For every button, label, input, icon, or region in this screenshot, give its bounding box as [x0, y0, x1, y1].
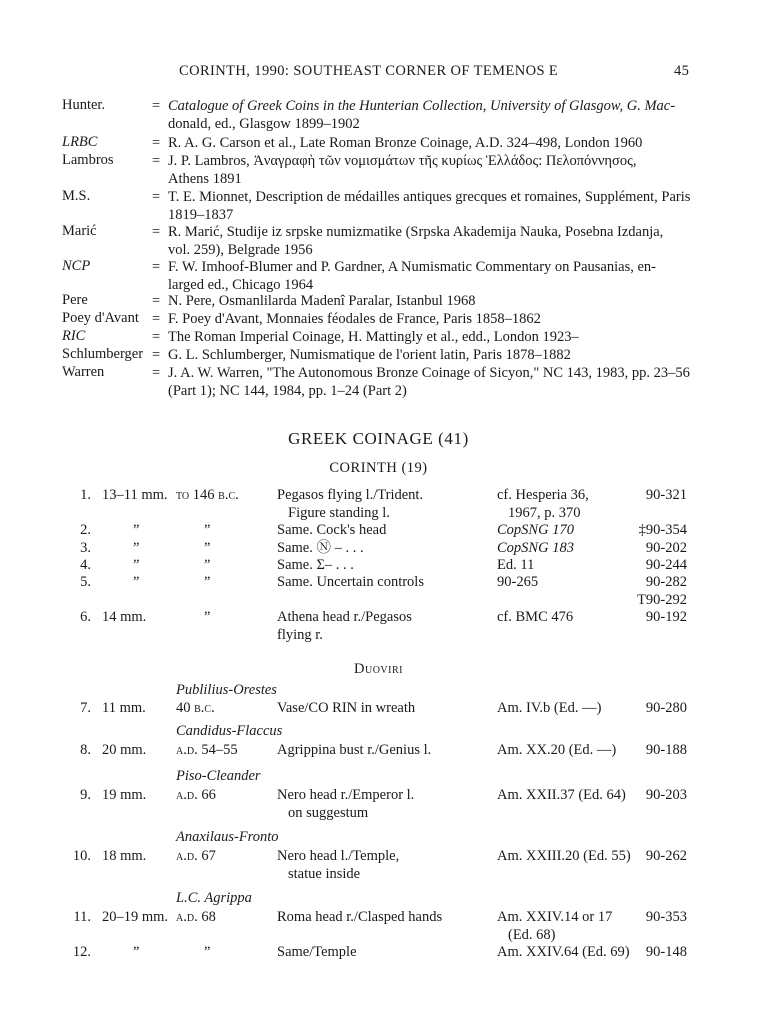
entry-reference: (Ed. 68) — [508, 927, 556, 943]
abbr-definition: = R. Marić, Studije iz srpske numizmatike (Srpska Akademija Nauka, Posebna Izdanja, vol. 259), Belgrade 1956 — [152, 224, 664, 259]
entry-inventory: 90-353 — [645, 909, 687, 925]
magistrate-names: Candidus-Flaccus — [176, 723, 283, 739]
entry-description: Agrippina bust r./Genius l. — [277, 742, 432, 758]
section-subtitle: CORINTH (19) — [329, 460, 428, 476]
entry-reference: 90-265 — [497, 574, 539, 590]
entry-number: 6. — [80, 609, 91, 625]
abbr-definition: = N. Pere, Osmanlilarda Madenî Paralar, Istanbul 1968 — [152, 293, 476, 309]
abbr-term: Schlumberger — [62, 346, 144, 362]
entry-description: Same. Uncertain controls — [277, 574, 424, 590]
abbr-term: Warren — [62, 364, 105, 380]
entry-size: ” — [133, 574, 140, 590]
entry-inventory: 90-202 — [645, 540, 687, 556]
entry-number: 2. — [80, 522, 91, 538]
entry-date: a.d. 66 — [176, 787, 216, 803]
entry-description: Nero head l./Temple, — [277, 848, 400, 864]
entry-reference: Am. XXIII.20 (Ed. 55) — [497, 848, 631, 864]
entry-reference: Am. XXIV.64 (Ed. 69) — [497, 944, 630, 960]
entry-number: 11. — [73, 909, 91, 925]
entry-number: 12. — [72, 944, 91, 960]
entry-reference: CopSNG 170 — [497, 522, 574, 538]
abbr-definition: = G. L. Schlumberger, Numismatique de l'orient latin, Paris 1878–1882 — [152, 347, 571, 363]
entry-size: ” — [133, 557, 140, 573]
entry-description: Nero head r./Emperor l. — [277, 787, 415, 803]
magistrate-names: Anaxilaus-Fronto — [176, 829, 279, 845]
entry-size: 20–19 mm. — [102, 909, 169, 925]
entry-date: ” — [204, 944, 211, 960]
entry-inventory: 90-203 — [645, 787, 687, 803]
entry-inventory: 90-262 — [645, 848, 687, 864]
entry-size: 19 mm. — [102, 787, 147, 803]
entry-size: 11 mm. — [102, 700, 146, 716]
entry-reference: cf. Hesperia 36, — [497, 487, 589, 503]
entry-description: flying r. — [277, 627, 323, 643]
entry-date: ” — [204, 557, 211, 573]
running-title: CORINTH, 1990: SOUTHEAST CORNER OF TEMENOS E — [179, 63, 559, 79]
entry-date: ” — [204, 522, 211, 538]
entry-date: a.d. 67 — [176, 848, 216, 864]
magistrate-names: L.C. Agrippa — [176, 890, 252, 906]
abbr-term: Lambros — [62, 152, 114, 168]
entry-date: ” — [204, 540, 211, 556]
entry-inventory: 90-321 — [645, 487, 687, 503]
entry-reference: CopSNG 183 — [497, 540, 574, 556]
entry-inventory: 90-282 — [645, 574, 687, 590]
entry-description: Pegasos flying l./Trident. — [277, 487, 424, 503]
abbr-definition: = The Roman Imperial Coinage, H. Mattingly et al., edd., London 1923– — [152, 329, 579, 345]
entry-reference: cf. BMC 476 — [497, 609, 574, 625]
entry-size: ” — [133, 522, 140, 538]
entry-date: a.d. 68 — [176, 909, 216, 925]
entry-reference: Am. XX.20 (Ed. —) — [497, 742, 617, 758]
entry-description: Same. Cock's head — [277, 522, 387, 538]
duoviri-heading: Duoviri — [354, 661, 403, 677]
entry-description: Same. Σ– . . . — [277, 557, 354, 573]
abbr-term: M.S. — [62, 188, 91, 204]
page-number: 45 — [674, 63, 690, 79]
entry-date: to 146 b.c. — [176, 487, 239, 503]
magistrate-names: Publilius-Orestes — [176, 682, 277, 698]
entry-description: Same/Temple — [277, 944, 357, 960]
entry-size: 18 mm. — [102, 848, 147, 864]
entry-number: 8. — [80, 742, 91, 758]
entry-number: 1. — [80, 487, 91, 503]
entry-size: 14 mm. — [102, 609, 147, 625]
entry-inventory: 90-148 — [645, 944, 687, 960]
entry-description: Vase/CO RIN in wreath — [277, 700, 416, 716]
catalogue-entry — [0, 943, 757, 1003]
abbr-term: LRBC — [62, 134, 98, 150]
entry-description: Same. Ⓝ – . . . — [277, 540, 364, 556]
entry-inventory: 90-192 — [645, 609, 687, 625]
entry-date: a.d. 54–55 — [176, 742, 238, 758]
abbr-definition: = T. E. Mionnet, Description de médailles antiques grecques et romaines, Supplément, Paris 1819–1837 — [152, 189, 691, 224]
entry-description: statue inside — [288, 866, 361, 882]
entry-number: 9. — [80, 787, 91, 803]
entry-number: 10. — [72, 848, 91, 864]
abbr-term: Poey d'Avant — [62, 310, 139, 326]
entry-reference: Am. IV.b (Ed. —) — [497, 700, 602, 716]
abbr-definition: = R. A. G. Carson et al., Late Roman Bronze Coinage, A.D. 324–498, London 1960 — [152, 135, 643, 151]
entry-inventory: ‡90-354 — [638, 522, 687, 538]
abbr-definition: = F. Poey d'Avant, Monnaies féodales de France, Paris 1858–1862 — [152, 311, 541, 327]
entry-number: 4. — [80, 557, 91, 573]
entry-date: ” — [204, 574, 211, 590]
catalogue-entry — [0, 786, 757, 846]
entry-date: 40 b.c. — [176, 700, 215, 716]
abbr-term: NCP — [62, 258, 91, 274]
entry-reference: Am. XXII.37 (Ed. 64) — [497, 787, 626, 803]
entry-description: Figure standing l. — [288, 505, 390, 521]
entry-description: on suggestum — [288, 805, 369, 821]
entry-number: 5. — [80, 574, 91, 590]
entry-date: ” — [204, 609, 211, 625]
entry-size: 13–11 mm. — [102, 487, 168, 503]
entry-inventory: 90-280 — [645, 700, 687, 716]
entry-description: Roma head r./Clasped hands — [277, 909, 443, 925]
section-title: GREEK COINAGE (41) — [288, 429, 469, 448]
entry-number: 7. — [80, 700, 91, 716]
entry-description: Athena head r./Pegasos — [277, 609, 412, 625]
abbr-definition: = Catalogue of Greek Coins in the Hunterian Collection, University of Glasgow, G. Mac- donald, ed., Glasgow 1899–1902 — [152, 98, 676, 133]
catalogue-entry — [0, 608, 757, 668]
catalogue-entry — [0, 847, 757, 907]
entry-inventory: 90-188 — [645, 742, 687, 758]
entry-reference: Am. XXIV.14 or 17 — [497, 909, 613, 925]
entry-size: 20 mm. — [102, 742, 147, 758]
abbr-definition: = J. A. W. Warren, "The Autonomous Bronze Coinage of Sicyon," NC 143, 1983, pp. 23–56 (Part 1); NC 144, 1984, pp. 1–24 (Part 2) — [152, 365, 690, 400]
abbr-term: Marić — [62, 223, 97, 239]
entry-size: ” — [133, 944, 140, 960]
abbr-term: RIC — [62, 328, 86, 344]
abbr-definition: = J. P. Lambros, Ἀναγραφὴ τῶν νομισμάτων τῆς κυρίως Ἑλλάδος: Πελοπόννησος, Athens 1891 — [152, 153, 637, 188]
abbr-term: Pere — [62, 292, 88, 308]
entry-reference: 1967, p. 370 — [508, 505, 581, 521]
entry-inventory: 90-244 — [645, 557, 687, 573]
abbr-term: Hunter. — [62, 97, 106, 113]
entry-reference: Ed. 11 — [497, 557, 535, 573]
entry-inventory: T90-292 — [637, 592, 687, 608]
magistrate-names: Piso-Cleander — [176, 768, 261, 784]
abbr-definition: = F. W. Imhoof-Blumer and P. Gardner, A Numismatic Commentary on Pausanias, en- larged ed., Chicago 1964 — [152, 259, 656, 294]
entry-size: ” — [133, 540, 140, 556]
entry-number: 3. — [80, 540, 91, 556]
